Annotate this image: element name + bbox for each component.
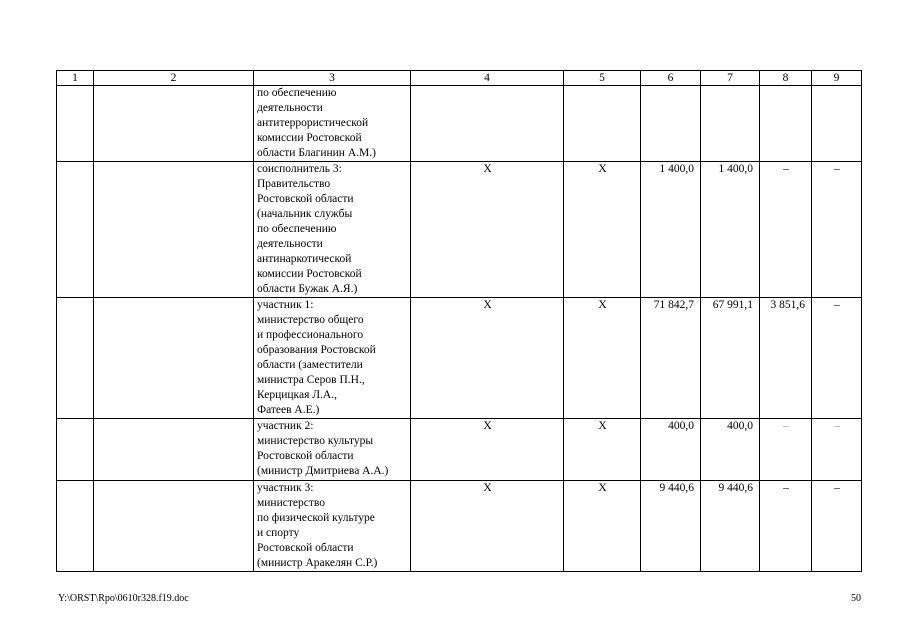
cell-number [57,419,94,481]
footer-page-number: 50 [851,593,861,604]
cell-federal: – [760,419,812,481]
cell-col5: X [564,481,641,572]
cell-total: 71 842,7 [641,298,701,419]
header-cell-1: 1 [57,71,94,86]
cell-total: 9 440,6 [641,481,701,572]
cell-regional: 9 440,6 [701,481,760,572]
cell-regional: 400,0 [701,419,760,481]
cell-total [641,86,701,162]
table-row [57,298,862,419]
header-cell-3: 3 [254,71,411,86]
cell-name [94,419,254,481]
cell-other: – [812,481,862,572]
header-cell-8: 8 [760,71,812,86]
cell-executor: участник 2: министерство культуры Ростовской области (министр Дмитриева А.А.) [254,419,411,481]
cell-executor: по обеспечению деятельности антитеррористической комиссии Ростовской области Благинин А.М.) [254,86,411,162]
cell-col4: X [411,298,564,419]
cell-col5: X [564,298,641,419]
cell-col5: X [564,419,641,481]
cell-regional [701,86,760,162]
cell-name [94,162,254,298]
cell-col4: X [411,481,564,572]
cell-col5: X [564,162,641,298]
cell-col4: X [411,162,564,298]
cell-other: – [812,162,862,298]
cell-executor: участник 1: министерство общего и профессионального образования Ростовской области (заместители министра Серов П.Н., Керцицкая Л.А., Фатеев А.Е.) [254,298,411,419]
cell-number [57,162,94,298]
table-row [57,86,862,162]
cell-federal: 3 851,6 [760,298,812,419]
table-row [57,419,862,481]
cell-number [57,298,94,419]
header-cell-7: 7 [701,71,760,86]
cell-other: – [812,419,862,481]
table-row [57,162,862,298]
cell-name [94,86,254,162]
cell-col5 [564,86,641,162]
header-row [57,71,862,86]
cell-name [94,481,254,572]
cell-federal: – [760,162,812,298]
cell-regional: 1 400,0 [701,162,760,298]
cell-federal [760,86,812,162]
cell-federal: – [760,481,812,572]
header-cell-6: 6 [641,71,701,86]
header-cell-9: 9 [812,71,862,86]
footer-file-path: Y:\ORST\Rpo\0610r328.f19.doc [58,593,189,604]
program-table [56,70,862,572]
cell-total: 400,0 [641,419,701,481]
cell-number [57,86,94,162]
cell-executor: соисполнитель 3: Правительство Ростовской области (начальник службы по обеспечению деятельности антинаркотической комиссии Ростовской области Бужак А.Я.) [254,162,411,298]
cell-other: – [812,298,862,419]
header-cell-5: 5 [564,71,641,86]
table-row [57,481,862,572]
header-cell-4: 4 [411,71,564,86]
cell-other [812,86,862,162]
cell-name [94,298,254,419]
cell-col4: X [411,419,564,481]
cell-executor: участник 3: министерство по физической культуре и спорту Ростовской области (министр Аракелян С.Р.) [254,481,411,572]
cell-regional: 67 991,1 [701,298,760,419]
cell-number [57,481,94,572]
cell-col4 [411,86,564,162]
header-cell-2: 2 [94,71,254,86]
cell-total: 1 400,0 [641,162,701,298]
